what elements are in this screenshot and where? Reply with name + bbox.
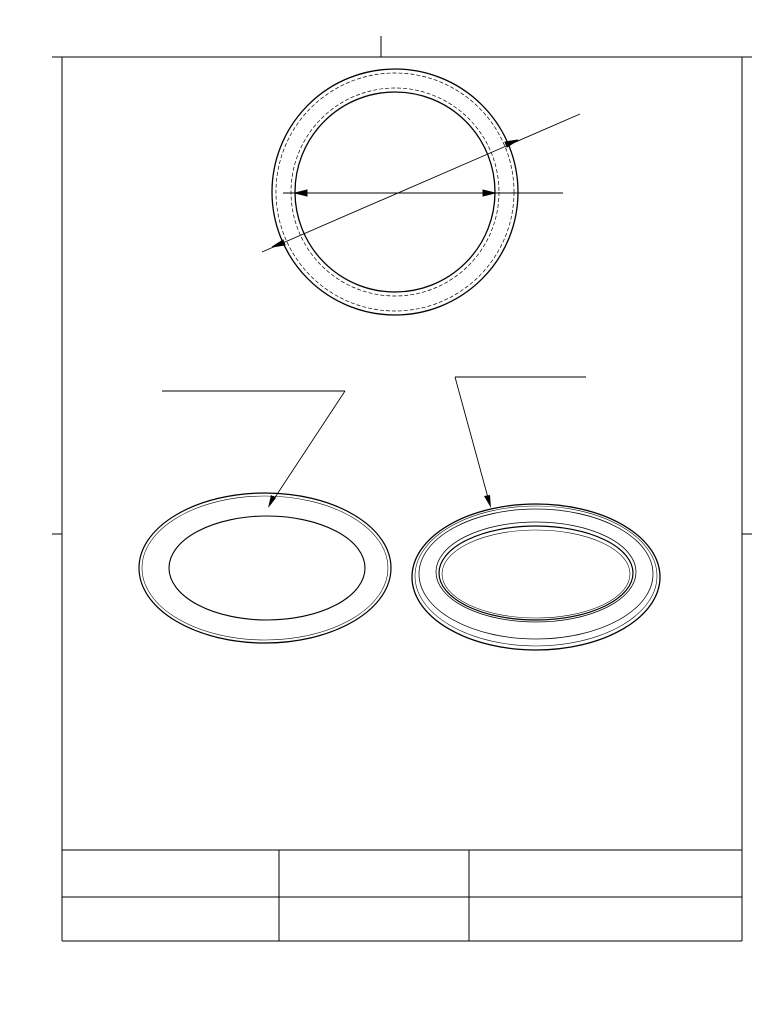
sheet-border [52, 36, 752, 941]
title-block [62, 850, 742, 941]
flange-smooth-side-view [139, 493, 391, 643]
note-recessed-side [455, 377, 586, 508]
flange-recessed-side-view [412, 504, 660, 650]
flange-top-view [272, 69, 518, 315]
dimension-outer [262, 114, 580, 252]
dimension-inner [283, 190, 563, 196]
note-smooth-side [162, 391, 345, 508]
